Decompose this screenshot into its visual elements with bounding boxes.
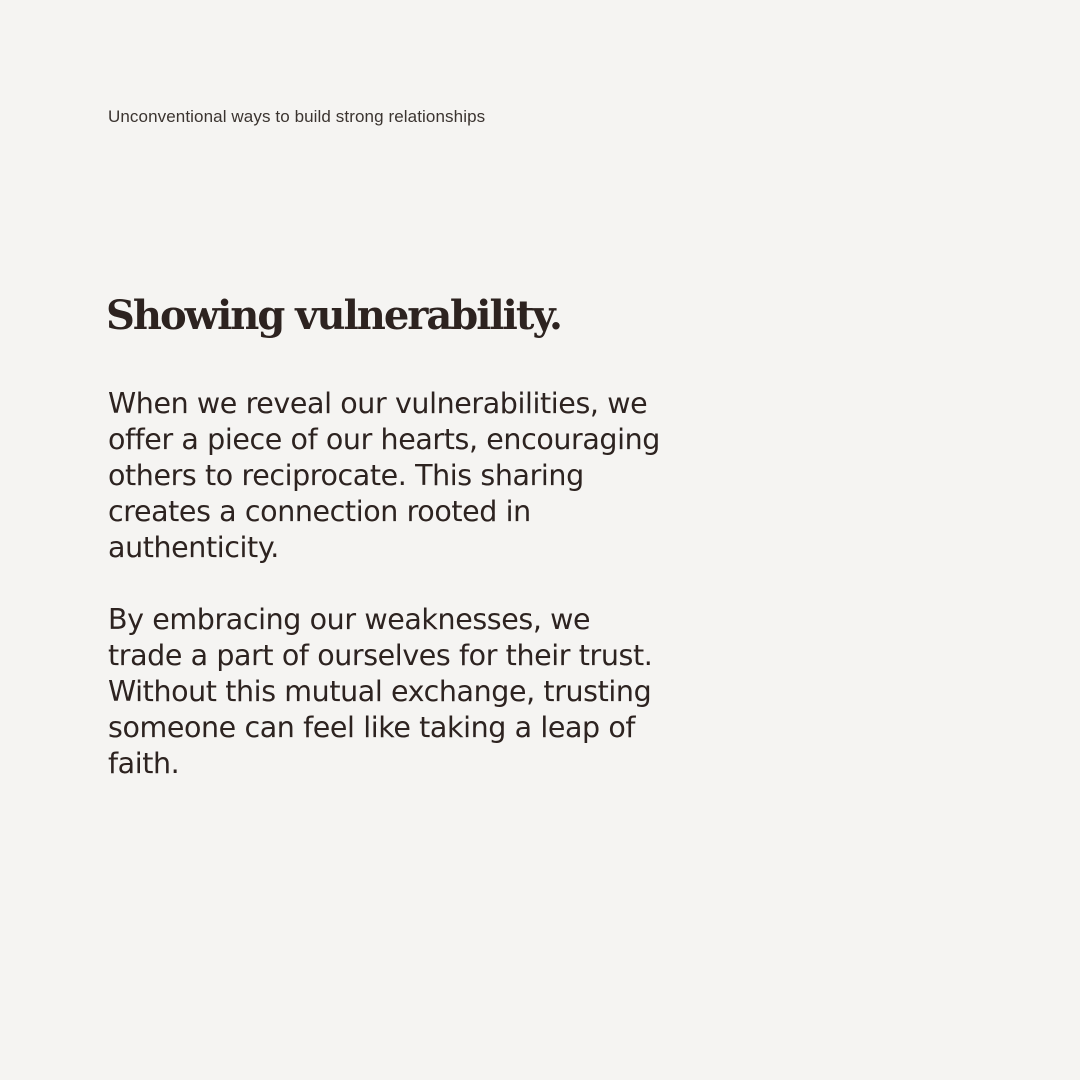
- slide-heading: Showing vulnerability.: [106, 292, 561, 339]
- paragraph-line: creates a connection rooted in: [108, 495, 531, 528]
- paragraph-1: [108, 386, 748, 566]
- paragraph-line: offer a piece of our hearts, encouraging: [108, 423, 660, 456]
- series-label: Unconventional ways to build strong relationships: [108, 107, 486, 126]
- paragraph-2: [108, 602, 748, 782]
- paragraph-line: When we reveal our vulnerabilities, we: [108, 387, 648, 420]
- paragraph-line: authenticity.: [108, 531, 279, 564]
- paragraph-line: faith.: [108, 747, 180, 780]
- paragraph-line: someone can feel like taking a leap of: [108, 711, 636, 744]
- body-text: [108, 386, 748, 782]
- paragraph-line: others to reciprocate. This sharing: [108, 459, 584, 492]
- paragraph-line: Without this mutual exchange, trusting: [108, 675, 652, 708]
- paragraph-line: trade a part of ourselves for their trust.: [108, 639, 653, 672]
- paragraph-line: By embracing our weaknesses, we: [108, 603, 591, 636]
